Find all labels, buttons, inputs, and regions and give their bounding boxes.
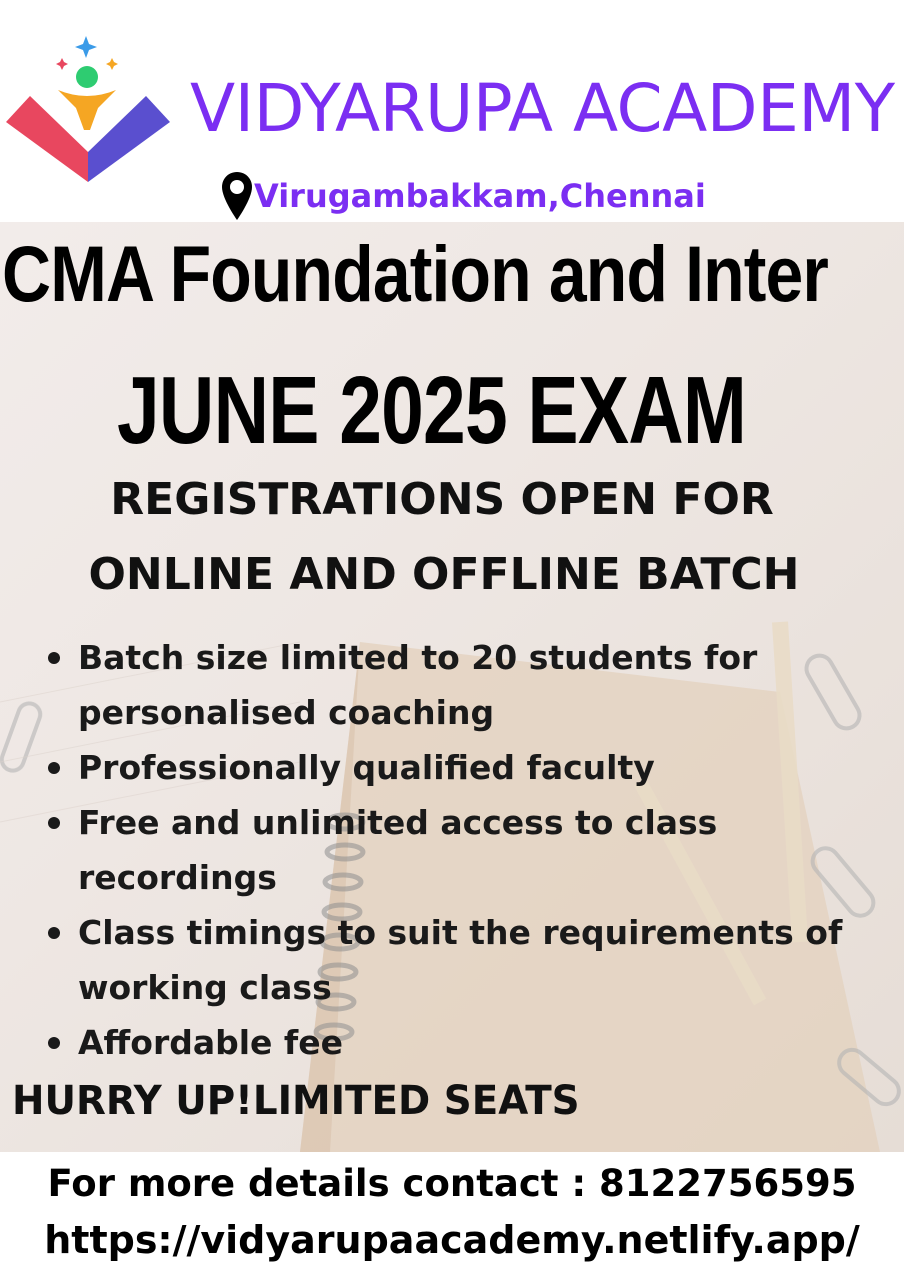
footer <box>0 1152 904 1280</box>
feature-item <box>48 795 878 905</box>
registration-line-1: REGISTRATIONS OPEN FOR <box>110 474 774 525</box>
map-pin-icon <box>220 170 254 222</box>
website-link[interactable]: https://vidyarupaacademy.netlify.app/ <box>44 1218 860 1262</box>
features-list <box>48 630 878 1070</box>
bullet-icon <box>48 817 60 829</box>
registration-line-2: ONLINE AND OFFLINE BATCH <box>88 549 800 600</box>
feature-item <box>48 630 878 740</box>
header <box>0 0 904 222</box>
location-text: Virugambakkam,Chennai <box>254 177 706 215</box>
feature-text: Professionally qualified faculty <box>78 748 655 787</box>
exam-title: JUNE 2025 EXAM <box>117 357 747 464</box>
feature-text: Class timings to suit the requirements of working class <box>78 913 843 1007</box>
academy-name: VIDYARUPA ACADEMY <box>190 70 895 147</box>
bullet-icon <box>48 1037 60 1049</box>
bullet-icon <box>48 927 60 939</box>
hurry-banner: HURRY UP!LIMITED SEATS <box>12 1078 580 1124</box>
feature-item <box>48 740 878 795</box>
book-person-logo <box>0 30 180 190</box>
contact-line: For more details contact : 8122756595 <box>47 1162 857 1205</box>
feature-text: Affordable fee <box>78 1023 344 1062</box>
course-title: CMA Foundation and Inter <box>2 229 828 318</box>
feature-text: Free and unlimited access to class recordings <box>78 803 718 897</box>
main-panel <box>0 222 904 1152</box>
bullet-icon <box>48 652 60 664</box>
feature-item <box>48 1015 878 1070</box>
feature-text: Batch size limited to 20 students for personalised coaching <box>78 638 758 732</box>
location <box>220 170 706 222</box>
feature-item <box>48 905 878 1015</box>
bullet-icon <box>48 762 60 774</box>
